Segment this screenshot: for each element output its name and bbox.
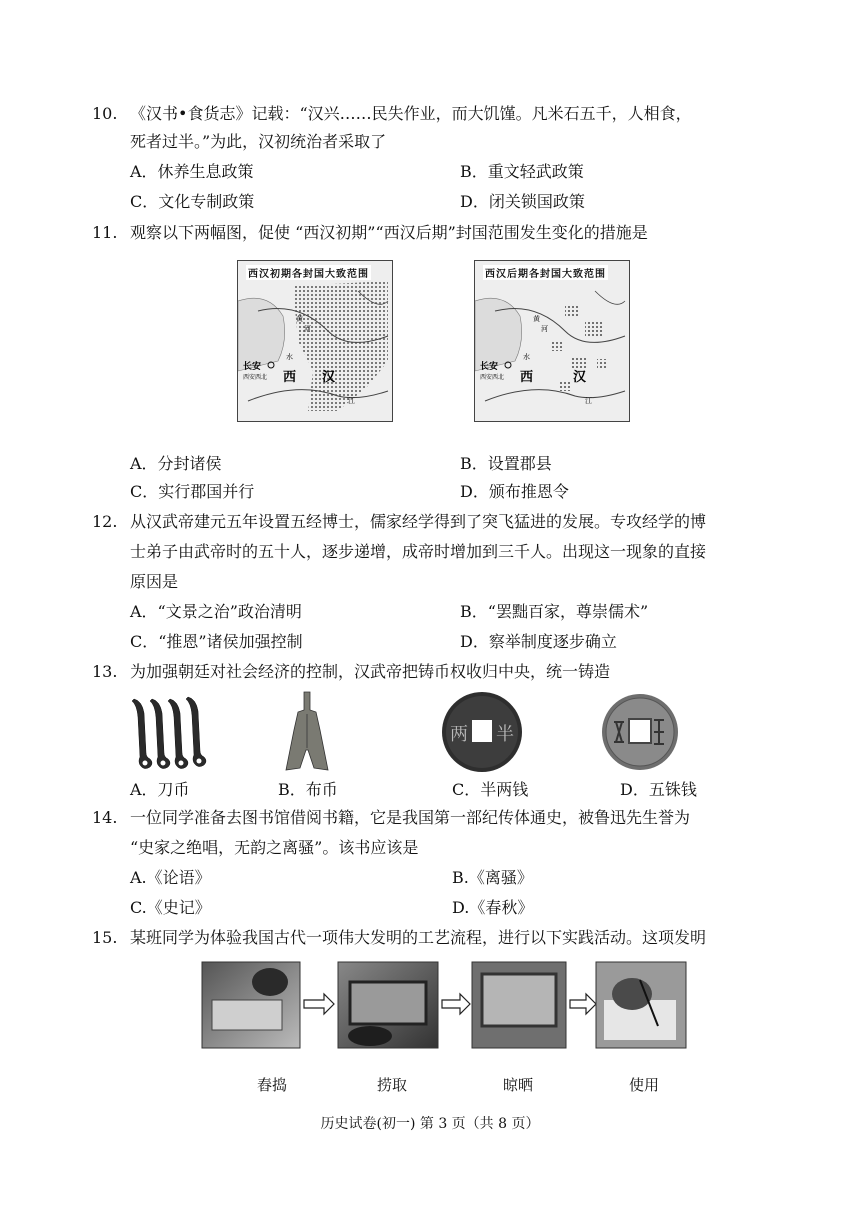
question-10-option-d: D．闭关锁国政策 (460, 192, 585, 211)
papermaking-process-photos (200, 960, 690, 1052)
map-late-city-label: 长安 (480, 362, 499, 372)
wuzhu-coin-image (600, 692, 680, 772)
question-12-option-b: B．“罢黜百家，尊崇儒术” (460, 602, 649, 621)
question-11-number: 11. (92, 223, 118, 242)
map-late-graphic (475, 261, 629, 421)
banliang-coin-char-left: 两 (450, 724, 468, 745)
map-early-graphic (238, 261, 392, 421)
banliang-coin-image (440, 690, 524, 774)
map-late-label-west: 西 (520, 370, 534, 385)
question-12-number: 12. (92, 512, 118, 531)
map-early-river-label-1: 黄 (296, 315, 303, 323)
map-late-river-label-2: 河 (541, 325, 548, 333)
map-late-label-han: 汉 (573, 370, 587, 385)
arrow-icon (570, 994, 596, 1014)
knife-coin-image (128, 693, 210, 775)
question-14-number: 14. (92, 808, 118, 827)
question-10-option-c: C．文化专制政策 (130, 192, 255, 211)
question-11-stem: 观察以下两幅图，促使 “西汉初期”“西汉后期”封国范围发生变化的措施是 (130, 223, 648, 242)
question-12-option-a: A．“文景之治”政治清明 (130, 602, 302, 621)
question-12-stem-line1: 从汉武帝建元五年设置五经博士，儒家经学得到了突飞猛进的发展。专攻经学的博 (130, 512, 707, 531)
step-label-drying: 晾晒 (502, 1076, 533, 1094)
map-early-city-sub: 西安西北 (243, 374, 268, 381)
arrow-icon (304, 994, 334, 1014)
question-10-number: 10. (92, 104, 118, 123)
question-11-option-b: B．设置郡县 (460, 454, 552, 473)
map-late-city-sub: 西安西北 (480, 374, 505, 381)
step-photo-using (596, 962, 686, 1048)
question-12-stem-line3: 原因是 (130, 572, 179, 591)
question-13-option-b: B．布币 (278, 780, 338, 799)
banliang-coin-char-right: 半 (496, 724, 514, 745)
question-10-option-b: B．重文轻武政策 (460, 162, 584, 181)
map-late-western-han (474, 260, 630, 422)
map-late-title: 西汉后期各封国大致范围 (483, 265, 608, 280)
question-13-option-a: A．刀币 (130, 780, 190, 799)
map-early-river-label-2: 河 (304, 325, 311, 333)
question-10-stem-line1: 《汉书•食货志》记载：“汉兴……民失作业，而大饥馑。凡米石五千，人相食， (130, 104, 692, 123)
question-11-option-d: D．颁布推恩令 (460, 482, 569, 501)
question-10-option-a: A．休养生息政策 (130, 162, 254, 181)
step-label-scooping: 捞取 (376, 1076, 407, 1094)
step-photo-drying (472, 962, 566, 1048)
question-14-option-d: D.《春秋》 (452, 898, 534, 917)
map-early-title: 西汉初期各封国大致范围 (246, 265, 371, 280)
question-14-option-a: A.《论语》 (130, 868, 211, 887)
question-15-number: 15. (92, 928, 118, 947)
question-14-stem-line1: 一位同学准备去图书馆借阅书籍，它是我国第一部纪传体通史，被鲁迅先生誉为 (130, 808, 691, 827)
map-early-river-label-3: 水 (286, 353, 293, 361)
step-label-pounding: 舂捣 (256, 1076, 287, 1094)
map-early-city-label: 长安 (243, 362, 262, 372)
map-early-western-han (237, 260, 393, 422)
map-late-river-label-4: 江 (585, 397, 592, 405)
map-early-river-label-4: 江 (348, 397, 355, 405)
question-14-option-c: C.《史记》 (130, 898, 211, 917)
map-late-river-label-1: 黄 (533, 315, 540, 323)
step-photo-scooping (338, 962, 438, 1048)
question-14-option-b: B.《离骚》 (452, 868, 533, 887)
map-late-river-label-3: 水 (523, 353, 530, 361)
question-13-option-c: C．半两钱 (452, 780, 529, 799)
question-14-stem-line2: “史家之绝唱，无韵之离骚”。该书应该是 (130, 838, 419, 857)
question-11-option-c: C．实行郡国并行 (130, 482, 255, 501)
arrow-icon (442, 994, 470, 1014)
map-early-label-west: 西 (283, 370, 297, 385)
map-early-label-han: 汉 (322, 370, 336, 385)
step-label-using: 使用 (628, 1076, 659, 1094)
step-photo-pounding (202, 962, 300, 1048)
question-13-option-d: D．五铢钱 (620, 780, 697, 799)
question-11-option-a: A．分封诸侯 (130, 454, 222, 473)
page-footer: 历史试卷(初一) 第 3 页（共 8 页） (320, 1116, 540, 1132)
question-12-option-d: D．察举制度逐步确立 (460, 632, 617, 651)
question-12-stem-line2: 士弟子由武帝时的五十人，逐步递增，成帝时增加到三千人。出现这一现象的直接 (130, 542, 707, 561)
question-13-stem: 为加强朝廷对社会经济的控制，汉武帝把铸币权收归中央，统一铸造 (130, 662, 611, 681)
question-13-number: 13. (92, 662, 118, 681)
spade-coin-image (284, 690, 330, 774)
question-15-stem: 某班同学为体验我国古代一项伟大发明的工艺流程，进行以下实践活动。这项发明 (130, 928, 707, 947)
question-12-option-c: C．“推恩”诸侯加强控制 (130, 632, 303, 651)
question-10-stem-line2: 死者过半。”为此，汉初统治者采取了 (130, 132, 387, 151)
